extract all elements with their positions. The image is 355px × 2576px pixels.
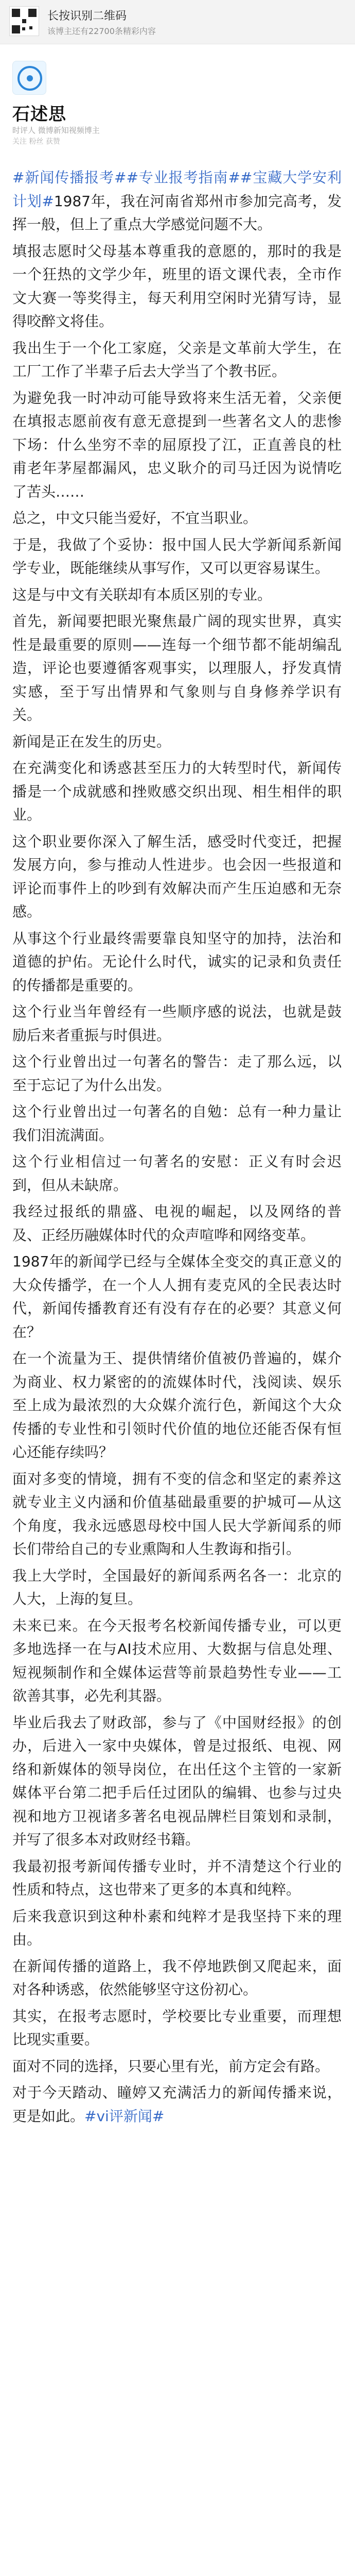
hashtag-link[interactable]: #新闻传播报考##专业报考指南##宝藏大学安利计划# bbox=[12, 169, 342, 210]
qr-code-icon bbox=[9, 6, 39, 36]
paragraph: 我经过报纸的鼎盛、电视的崛起，以及网络的普及、正经历融媒体时代的众声喧哗和网络变革。 bbox=[12, 1203, 342, 1244]
paragraph: 在新闻传播的道路上，我不停地跌倒又爬起来，面对各种诱惑，依然能够坚守这份初心。 bbox=[12, 1957, 342, 1998]
author-verified-text: 时评人 微博新知视频博主 bbox=[12, 126, 100, 135]
paragraph: #新闻传播报考##专业报考指南##宝藏大学安利计划#1987年，我在河南省郑州市参加完高考，发挥一般，但上了重点大学感觉问题不大。 bbox=[12, 169, 342, 233]
paragraph: 于是，我做了个妥协：报中国人民大学新闻系新闻学专业，既能继续从事写作，又可以更容易谋生。 bbox=[12, 536, 342, 577]
qr-banner[interactable] bbox=[0, 0, 355, 44]
paragraph: 总之，中文只能当爱好，不宜当职业。 bbox=[12, 510, 258, 527]
hashtag-link[interactable]: #vi评新闻# bbox=[84, 2107, 165, 2125]
paragraph: 1987年的新闻学已经与全媒体全变交的真正意义的大众传播学，在一个人人拥有麦克风的全民表达时代，新闻传播教育还有没有存在的必要？其意义何在？ bbox=[12, 1253, 342, 1341]
paragraph: 这个行业曾出过一句著名的警告：走了那么远，以至于忘记了为什么出发。 bbox=[12, 1053, 342, 1094]
paragraph: 新闻是正在发生的历史。 bbox=[12, 733, 171, 750]
paragraph: 为避免我一时冲动可能导致将来生活无着，父亲便在填报志愿前夜有意无意提到一些著名文人的悲惨下场：什么坐穷不幸的屈原投了江，正直善良的杜甫老年茅屋都漏风，忠义耿介的司马迁因为说情吃了苦头…… bbox=[12, 389, 342, 500]
paragraph: 填报志愿时父母基本尊重我的意愿的，那时的我是一个狂热的文学少年，班里的语文课代表，全市作文大赛一等奖得主，每天利用空闲时光猜写诗，显得咬醉文将佳。 bbox=[12, 242, 342, 330]
paragraph: 其实，在报考志愿时，学校要比专业重要，而理想比现实重要。 bbox=[12, 2007, 342, 2048]
paragraph: 我上大学时，全国最好的新闻系两名各一：北京的人大，上海的复旦。 bbox=[12, 1567, 342, 1607]
paragraph: 在充满变化和诱惑甚至压力的大转型时代，新闻传播是一个成就感和挫败感交织出现、相生相伴的职业。 bbox=[12, 759, 342, 823]
paragraph: 这是与中文有关联却有本质区别的专业。 bbox=[12, 586, 272, 603]
paragraph: 我出生于一个化工家庭，父亲是文革前大学生，在工厂工作了半辈子后去大学当了个教书匠。 bbox=[12, 339, 342, 380]
paragraph: 后来我意识到这种朴素和纯粹才是我坚持下来的理由。 bbox=[12, 1907, 342, 1948]
paragraph: 这个行业当年曾经有一些顺序感的说法，也就是鼓励后来者重振与时俱进。 bbox=[12, 1003, 342, 1044]
paragraph: 对于今天踏动、瞳婷又充满活力的新闻传播来说，更是如此。#vi评新闻# bbox=[12, 2084, 342, 2125]
paragraph: 这个行业相信过一句著名的安慰：正义有时会迟到，但从未缺席。 bbox=[12, 1153, 342, 1194]
article-body bbox=[12, 166, 342, 2131]
paragraph: 未来已来。在今天报考名校新闻传播专业，可以更多地选择一在与AI技术应用、大数据与信息处理、短视频制作和全媒体运营等前景趋势性专业——工欲善其事，必先利其器。 bbox=[12, 1617, 342, 1704]
paragraph: 首先，新闻要把眼光聚焦最广阔的现实世界，真实性是最重要的原则——连每一个细节都不能胡编乱造，评论也要遵循客观事实，以理服人，抒发真情实感，至于写出情界和气象则与自身修养学识有关。 bbox=[12, 613, 342, 723]
paragraph: 我最初报考新闻传播专业时，并不清楚这个行业的性质和特点，这也带来了更多的本真和纯粹。 bbox=[12, 1857, 342, 1898]
paragraph: 毕业后我去了财政部，参与了《中国财经报》的创办，后进入一家中央媒体，曾是过报纸、电视、网络和新媒体的领导岗位，在出任这个主管的一家新媒体平台第二把手后任过团队的编辑、也参与过央视和地方卫视诸多著名电视品牌栏目策划和录制，并写了很多本对政财经书籍。 bbox=[12, 1714, 342, 1848]
paragraph: 面对不同的选择，只要心里有光，前方定会有路。 bbox=[12, 2057, 330, 2075]
author-name[interactable]: 石述思 bbox=[12, 104, 66, 125]
paragraph: 这个行业曾出过一句著名的自勉：总有一种力量让我们泪流满面。 bbox=[12, 1103, 342, 1144]
banner-title: 长按识别二维码 bbox=[47, 10, 127, 23]
paragraph: 从事这个行业最终需要靠良知坚守的加持，法治和道德的护佑。无论什么时代，诚实的记录和负责任的传播都是重要的。 bbox=[12, 929, 342, 994]
paragraph: 面对多变的情境，拥有不变的信念和坚定的素养这就专业主义内涵和价值基础最重要的护城可—从这个角度，我永远感恩母校中国人民大学新闻系的师长们带给自己的专业熏陶和人生教诲和指引。 bbox=[12, 1470, 342, 1557]
author-header bbox=[12, 61, 342, 146]
banner-subtitle: 该博主还有22700条精彩内容 bbox=[47, 26, 156, 36]
avatar[interactable] bbox=[12, 61, 46, 95]
author-meta: 关注 粉丝 获赞 bbox=[12, 138, 60, 146]
paragraph: 在一个流量为王、提供情绪价值被仍普遍的，媒介为商业、权力紧密的的流媒体时代，浅阅读、娱乐至上成为最浓烈的大众媒介流行色，新闻这个大众传播的专业性和引领时代价值的地位还能否保有恒心还能存续吗？ bbox=[12, 1350, 342, 1461]
paragraph: 这个职业要你深入了解生活，感受时代变迁，把握发展方向，参与推动人性进步。也会因一些报道和评论而事件上的吵到有效解决而产生压迫感和无奈感。 bbox=[12, 833, 342, 920]
